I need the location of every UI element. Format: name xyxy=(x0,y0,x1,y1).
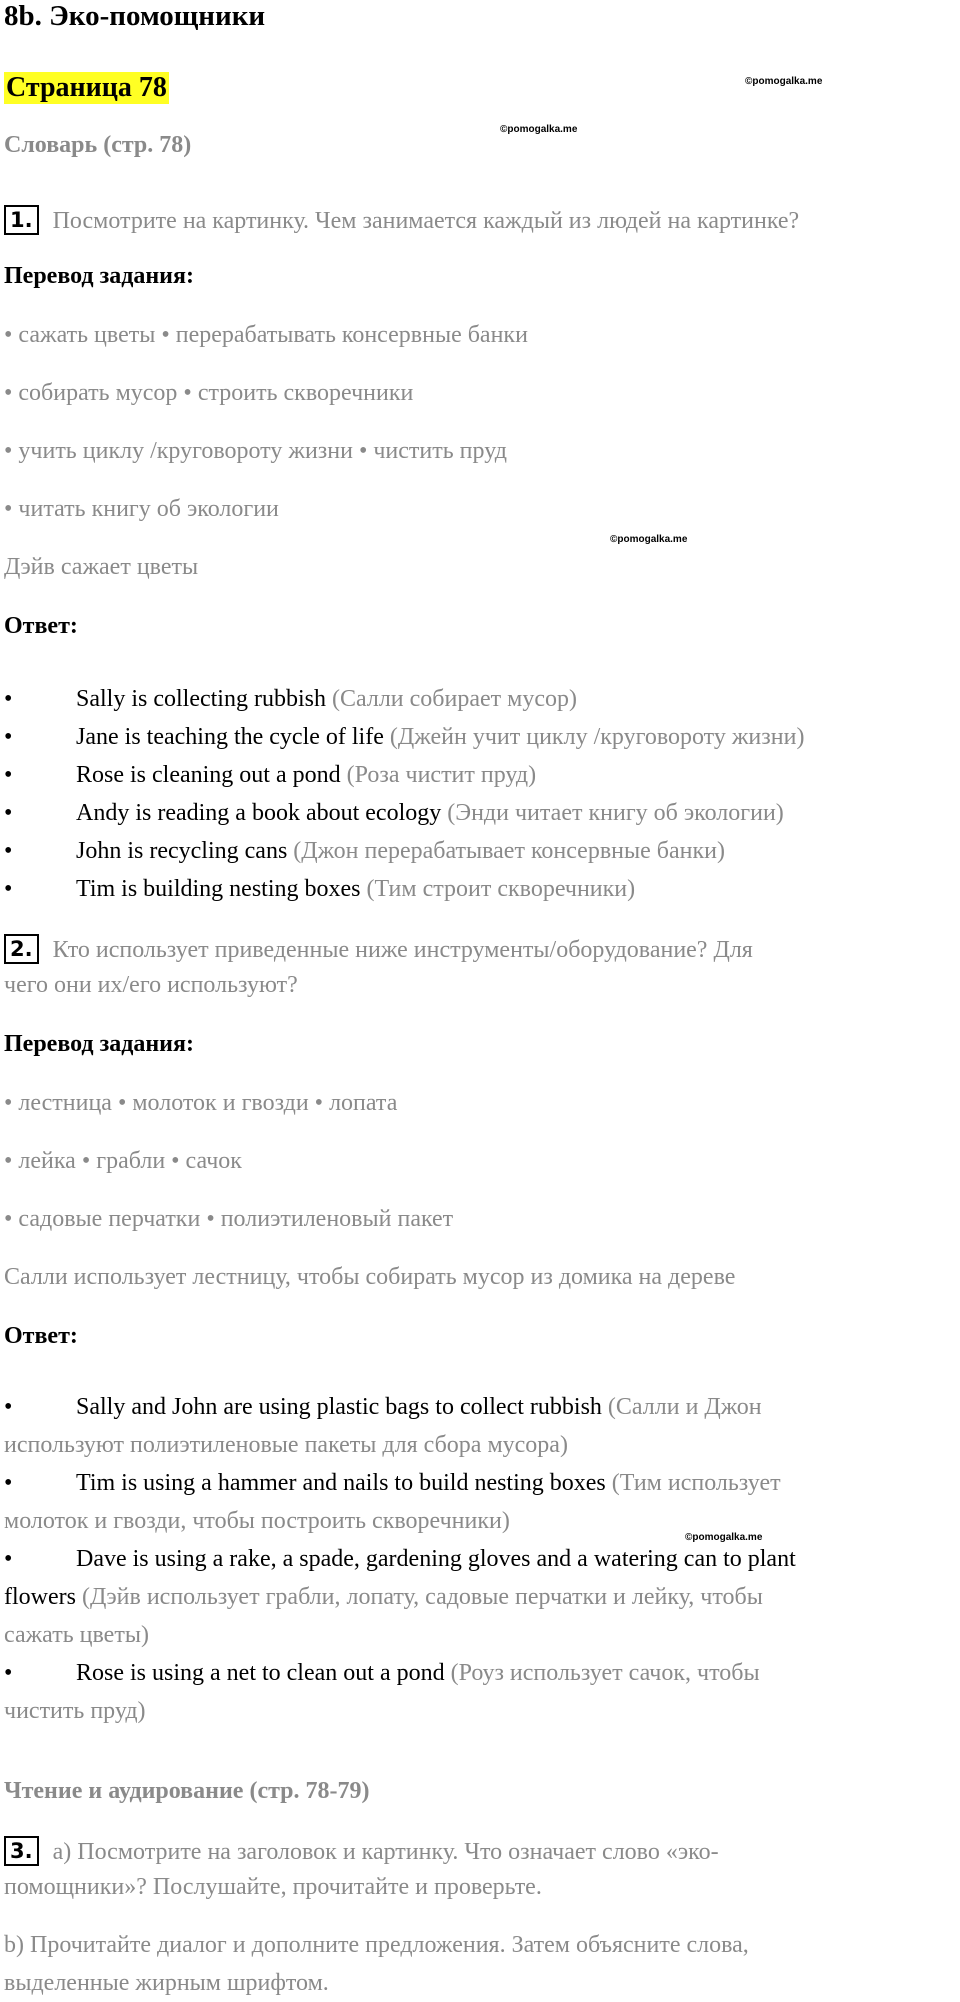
bullet: • xyxy=(4,724,13,750)
list-item xyxy=(4,870,954,908)
bullet: • xyxy=(4,800,13,826)
task3 xyxy=(4,1836,719,1866)
answer-russian: (Джейн учит циклу /круговороту жизни) xyxy=(389,724,805,750)
task2-answer-label: Ответ: xyxy=(4,1323,78,1349)
answer-russian: используют полиэтиленовые пакеты для сбора мусора) xyxy=(4,1432,568,1458)
answer-russian: сажать цветы) xyxy=(4,1622,149,1648)
watermark: ©pomogalka.me xyxy=(500,124,578,135)
task2-text: Кто использует приведенные ниже инструменты/оборудование? Для xyxy=(52,937,753,963)
task3-part-b-cont: выделенные жирным шрифтом. xyxy=(4,1970,329,1996)
list-item xyxy=(4,680,954,718)
task2-number: 2. xyxy=(4,934,39,964)
answer-english: Dave is using a rake, a spade, gardening gloves and a watering can to plant xyxy=(76,1546,796,1572)
task3-part-a-cont: помощники»? Послушайте, прочитайте и проверьте. xyxy=(4,1874,542,1900)
answer-english: Sally and John are using plastic bags to collect rubbish xyxy=(76,1394,602,1420)
task2-translation-line: • лестница • молоток и гвозди • лопата xyxy=(4,1090,398,1116)
task2-answer-list xyxy=(4,1388,954,1730)
list-item xyxy=(4,1654,954,1730)
answer-english: Jane is teaching the cycle of life xyxy=(76,724,384,750)
answer-russian: (Салли и Джон xyxy=(607,1394,762,1420)
list-item xyxy=(4,1388,954,1464)
answer-russian: (Тим использует xyxy=(611,1470,781,1496)
task3-part-b: b) Прочитайте диалог и дополните предложения. Затем объясните слова, xyxy=(4,1932,749,1958)
list-item xyxy=(4,718,954,756)
bullet: • xyxy=(4,838,13,864)
bullet: • xyxy=(4,1394,13,1420)
answer-russian: (Салли собирает мусор) xyxy=(331,686,577,712)
section-reading-heading: Чтение и аудирование (стр. 78-79) xyxy=(4,1778,370,1804)
task3-part-a: a) Посмотрите на заголовок и картинку. Что означает слово «эко- xyxy=(52,1839,719,1865)
bullet: • xyxy=(4,686,13,712)
task2-example: Салли использует лестницу, чтобы собирать мусор из домика на дереве xyxy=(4,1264,736,1290)
bullet: • xyxy=(4,762,13,788)
list-item xyxy=(4,794,954,832)
task1 xyxy=(4,205,799,235)
watermark: ©pomogalka.me xyxy=(745,76,823,87)
list-item xyxy=(4,832,954,870)
task1-text: Посмотрите на картинку. Чем занимается каждый из людей на картинке? xyxy=(52,208,800,234)
task2-text-cont: чего они их/его используют? xyxy=(4,972,298,998)
bullet: • xyxy=(4,1546,13,1572)
answer-russian: (Тим строит скворечники) xyxy=(366,876,636,902)
answer-russian: (Энди читает книгу об экологии) xyxy=(447,800,784,826)
task1-translation-line: • читать книгу об экологии xyxy=(4,496,279,522)
answer-english: Rose is using a net to clean out a pond xyxy=(76,1660,445,1686)
task1-translation-line: • собирать мусор • строить скворечники xyxy=(4,380,414,406)
answer-english: Tim is building nesting boxes xyxy=(76,876,361,902)
list-item xyxy=(4,1540,954,1654)
watermark: ©pomogalka.me xyxy=(685,1532,763,1543)
task1-translation-line: • учить циклу /круговороту жизни • чистить пруд xyxy=(4,438,507,464)
bullet: • xyxy=(4,876,13,902)
bullet: • xyxy=(4,1470,13,1496)
task3-number: 3. xyxy=(4,1836,39,1866)
section-vocab-heading: Словарь (стр. 78) xyxy=(4,132,192,158)
task1-translation-label: Перевод задания: xyxy=(4,263,194,289)
task2-translation-line: • лейка • грабли • сачок xyxy=(4,1148,242,1174)
answer-english: flowers xyxy=(4,1584,76,1610)
task2-translation-line: • садовые перчатки • полиэтиленовый пакет xyxy=(4,1206,454,1232)
answer-english: Andy is reading a book about ecology xyxy=(76,800,442,826)
answer-russian: (Джон перерабатывает консервные банки) xyxy=(293,838,725,864)
watermark: ©pomogalka.me xyxy=(610,534,688,545)
list-item xyxy=(4,756,954,794)
task2-translation-label: Перевод задания: xyxy=(4,1031,194,1057)
page-number-heading: Страница 78 xyxy=(6,72,167,103)
bullet: • xyxy=(4,1660,13,1686)
answer-russian: (Роза чистит пруд) xyxy=(346,762,537,788)
task1-number: 1. xyxy=(4,205,39,235)
answer-russian: чистить пруд) xyxy=(4,1698,146,1724)
answer-russian: молоток и гвозди, чтобы построить скворечники) xyxy=(4,1508,510,1534)
answer-russian: (Роуз использует сачок, чтобы xyxy=(450,1660,760,1686)
list-item xyxy=(4,1464,954,1540)
answer-english: Sally is collecting rubbish xyxy=(76,686,326,712)
page-title: 8b. Эко-помощники xyxy=(4,0,266,32)
answer-russian: (Дэйв использует грабли, лопату, садовые перчатки и лейку, чтобы xyxy=(81,1584,763,1610)
task1-answer-list xyxy=(4,680,954,908)
answer-english: John is recycling cans xyxy=(76,838,288,864)
answer-english: Tim is using a hammer and nails to build nesting boxes xyxy=(76,1470,606,1496)
task2 xyxy=(4,934,753,964)
task1-translation-line: • сажать цветы • перерабатывать консервные банки xyxy=(4,322,528,348)
task1-example: Дэйв сажает цветы xyxy=(4,554,199,580)
task1-answer-label: Ответ: xyxy=(4,613,78,639)
answer-english: Rose is cleaning out a pond xyxy=(76,762,341,788)
